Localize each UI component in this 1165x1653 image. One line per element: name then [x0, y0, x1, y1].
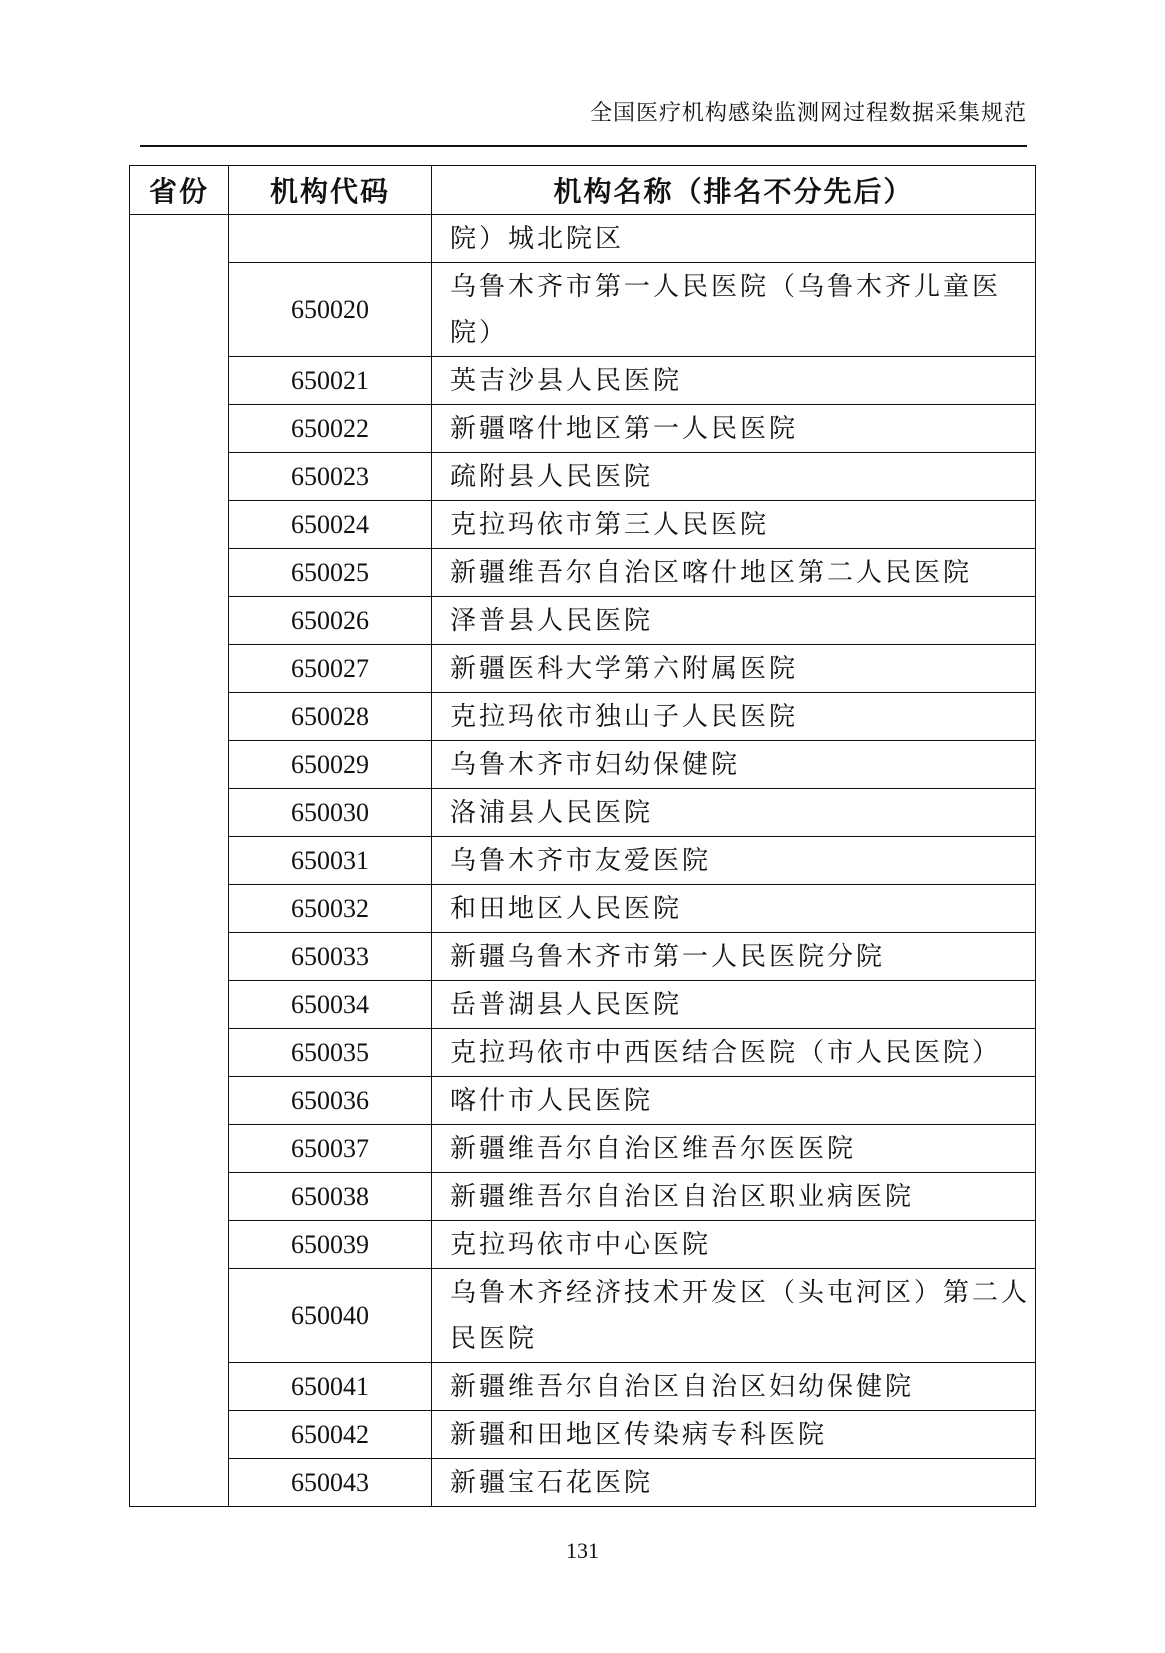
table-row	[130, 263, 1036, 357]
name-cell: 疏附县人民医院	[432, 453, 1036, 501]
name-cell: 新疆维吾尔自治区喀什地区第二人民医院	[432, 549, 1036, 597]
code-cell: 650036	[229, 1077, 432, 1125]
code-cell: 650027	[229, 645, 432, 693]
table-row	[130, 1173, 1036, 1221]
code-cell: 650033	[229, 933, 432, 981]
table-row	[130, 1411, 1036, 1459]
continuation-name-cell: 院）城北院区	[432, 215, 1036, 263]
table-row	[130, 501, 1036, 549]
table-row	[130, 837, 1036, 885]
table-row	[130, 453, 1036, 501]
table-row	[130, 1459, 1036, 1507]
code-cell: 650037	[229, 1125, 432, 1173]
table-row	[130, 885, 1036, 933]
table-row	[130, 645, 1036, 693]
table-row	[130, 1363, 1036, 1411]
code-cell: 650041	[229, 1363, 432, 1411]
province-cell	[130, 215, 229, 1507]
code-cell: 650021	[229, 357, 432, 405]
code-cell: 650024	[229, 501, 432, 549]
table-row	[130, 1077, 1036, 1125]
header-province: 省份	[130, 166, 229, 215]
name-cell: 岳普湖县人民医院	[432, 981, 1036, 1029]
code-cell: 650020	[229, 263, 432, 357]
code-cell: 650043	[229, 1459, 432, 1507]
name-cell: 乌鲁木齐经济技术开发区（头屯河区）第二人民医院	[432, 1269, 1036, 1363]
name-cell: 乌鲁木齐市友爱医院	[432, 837, 1036, 885]
institution-table	[129, 165, 1036, 1507]
table-row	[130, 693, 1036, 741]
table-row	[130, 981, 1036, 1029]
name-cell: 新疆维吾尔自治区维吾尔医医院	[432, 1125, 1036, 1173]
page-number: 131	[566, 1538, 599, 1563]
code-cell: 650022	[229, 405, 432, 453]
name-cell: 喀什市人民医院	[432, 1077, 1036, 1125]
code-cell: 650026	[229, 597, 432, 645]
name-cell: 新疆乌鲁木齐市第一人民医院分院	[432, 933, 1036, 981]
table-header-row	[130, 166, 1036, 215]
code-cell: 650039	[229, 1221, 432, 1269]
table-row	[130, 215, 1036, 263]
name-cell: 乌鲁木齐市妇幼保健院	[432, 741, 1036, 789]
code-cell: 650028	[229, 693, 432, 741]
running-head: 全国医疗机构感染监测网过程数据采集规范	[589, 101, 1027, 126]
name-cell: 克拉玛依市中西医结合医院（市人民医院）	[432, 1029, 1036, 1077]
code-cell: 650042	[229, 1411, 432, 1459]
table-row	[130, 741, 1036, 789]
name-cell: 新疆和田地区传染病专科医院	[432, 1411, 1036, 1459]
header-code: 机构代码	[229, 166, 432, 215]
code-cell: 650029	[229, 741, 432, 789]
name-cell: 克拉玛依市第三人民医院	[432, 501, 1036, 549]
name-cell: 和田地区人民医院	[432, 885, 1036, 933]
code-cell: 650040	[229, 1269, 432, 1363]
code-cell: 650034	[229, 981, 432, 1029]
table-row	[130, 1221, 1036, 1269]
table-row	[130, 1125, 1036, 1173]
code-cell	[229, 215, 432, 263]
table-row	[130, 357, 1036, 405]
code-cell: 650035	[229, 1029, 432, 1077]
code-cell: 650025	[229, 549, 432, 597]
table-row	[130, 933, 1036, 981]
name-cell: 新疆维吾尔自治区自治区职业病医院	[432, 1173, 1036, 1221]
table-row	[130, 405, 1036, 453]
table-row	[130, 549, 1036, 597]
name-cell: 新疆维吾尔自治区自治区妇幼保健院	[432, 1363, 1036, 1411]
name-cell: 新疆喀什地区第一人民医院	[432, 405, 1036, 453]
table-row	[130, 597, 1036, 645]
name-cell: 新疆宝石花医院	[432, 1459, 1036, 1507]
code-cell: 650031	[229, 837, 432, 885]
name-cell: 克拉玛依市独山子人民医院	[432, 693, 1036, 741]
header-name: 机构名称（排名不分先后）	[432, 166, 1036, 215]
code-cell: 650032	[229, 885, 432, 933]
name-cell: 乌鲁木齐市第一人民医院（乌鲁木齐儿童医院）	[432, 263, 1036, 357]
table-row	[130, 1269, 1036, 1363]
code-cell: 650030	[229, 789, 432, 837]
header-rule	[140, 145, 1027, 147]
code-cell: 650038	[229, 1173, 432, 1221]
code-cell: 650023	[229, 453, 432, 501]
table-row	[130, 1029, 1036, 1077]
name-cell: 英吉沙县人民医院	[432, 357, 1036, 405]
name-cell: 克拉玛依市中心医院	[432, 1221, 1036, 1269]
name-cell: 洛浦县人民医院	[432, 789, 1036, 837]
name-cell: 新疆医科大学第六附属医院	[432, 645, 1036, 693]
table-row	[130, 789, 1036, 837]
name-cell: 泽普县人民医院	[432, 597, 1036, 645]
